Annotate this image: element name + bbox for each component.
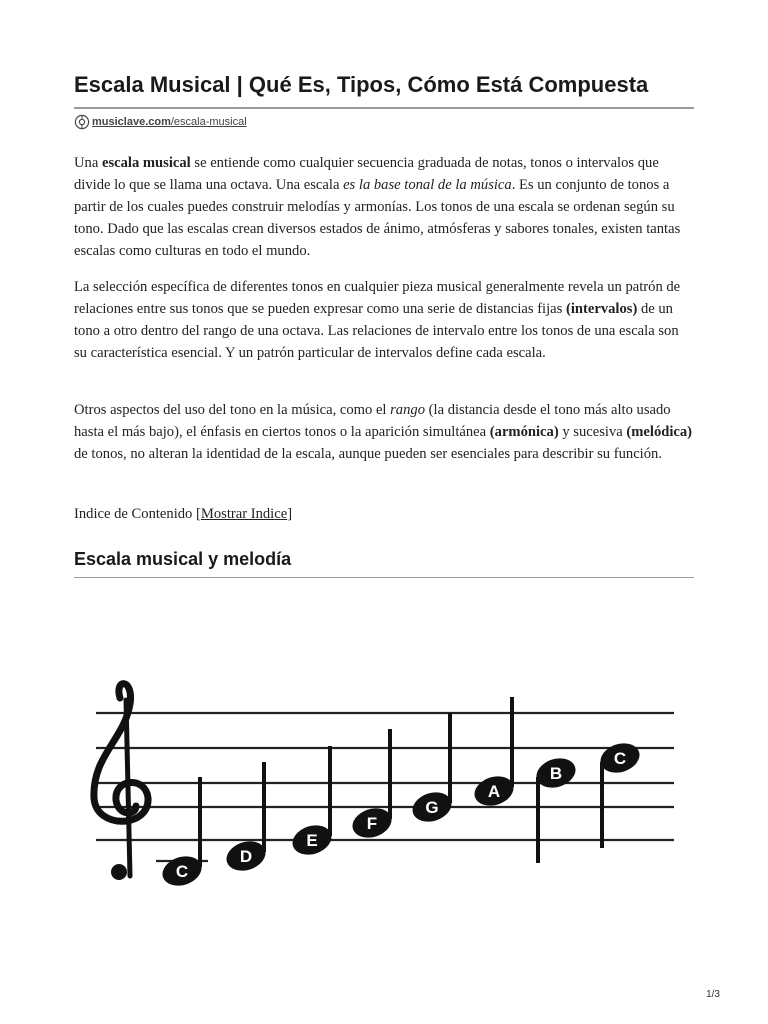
- note-d-2: [223, 762, 270, 875]
- aspects-paragraph: Otros aspectos del uso del tono en la música, como el rango (la distancia desde el tono más alto usado hasta el más bajo), el énfasis en ciertos tonos o la aparición simultánea (armónica) y sucesiva (melódica) de tonos, no alteran la identidad de la escala, aunque pueden ser esenciales para describir su función.: [74, 402, 693, 462]
- note-label: A: [487, 782, 501, 801]
- table-of-contents: Indice de Contenido [Mostrar Indice]: [74, 506, 293, 522]
- note-label: G: [425, 798, 439, 817]
- note-b-7: [533, 754, 580, 863]
- note-c-8: [597, 739, 644, 848]
- section-heading: Escala musical y melodía: [74, 549, 292, 569]
- title-divider: [74, 107, 694, 109]
- source-line: [74, 114, 247, 130]
- intervals-paragraph: La selección específica de diferentes tonos en cualquier pieza musical generalmente revela un patrón de relaciones entre sus tonos que se pueden expresar como una serie de distancias fijas (intervalos) de un tono a otro dentro del rango de una octava. Las relaciones de intervalo entre los tonos de una escala son su característica esencial. Y un patrón particular de intervalos define cada escala.: [74, 279, 681, 361]
- note-label: C: [613, 749, 627, 768]
- term-intervalos: (intervalos): [565, 301, 638, 317]
- c-major-scale-figure: [74, 670, 694, 900]
- scale-notes: [156, 697, 643, 890]
- note-label: D: [239, 847, 253, 866]
- section-divider: [74, 577, 694, 578]
- intro-paragraph: Una escala musical se entiende como cualquier secuencia graduada de notas, tonos o intervalos que divide lo que se llama una octava. Una escala es la base tonal de la música. Es un conjunto de tonos a partir de los cuales puedes construir melodías y armonías. Los tonos de una escala se ordenan según su tono. Dado que las escalas crean diversos estados de ánimo, atmósferas y sabores tonales, existen tantas escalas como culturas en todo el mundo.: [74, 155, 681, 259]
- term-melodica: (melódica): [626, 424, 693, 440]
- emphasis-base-tonal: es la base tonal de la música: [343, 177, 512, 193]
- toc-label: Indice de Contenido: [74, 506, 196, 522]
- page-title: Escala Musical | Qué Es, Tipos, Cómo Está Compuesta: [74, 72, 649, 97]
- source-domain: musiclave.com: [92, 116, 171, 128]
- emphasis-rango: rango: [390, 402, 425, 418]
- source-link[interactable]: [92, 116, 247, 128]
- page-number: 1/3: [706, 989, 720, 1000]
- site-favicon-icon: [74, 114, 90, 130]
- note-label: B: [549, 764, 563, 783]
- term-armonica: (armónica): [489, 424, 559, 440]
- note-g-5: [409, 713, 456, 826]
- note-e-3: [289, 746, 336, 859]
- note-label: C: [175, 862, 189, 881]
- term-escala-musical: escala musical: [101, 155, 191, 171]
- note-f-4: [349, 729, 396, 842]
- note-label: F: [366, 814, 378, 833]
- note-c-1: [156, 777, 208, 890]
- source-path: /escala-musical: [170, 116, 247, 128]
- note-label: E: [306, 831, 318, 850]
- toc-show-link[interactable]: Mostrar Indice: [200, 506, 288, 522]
